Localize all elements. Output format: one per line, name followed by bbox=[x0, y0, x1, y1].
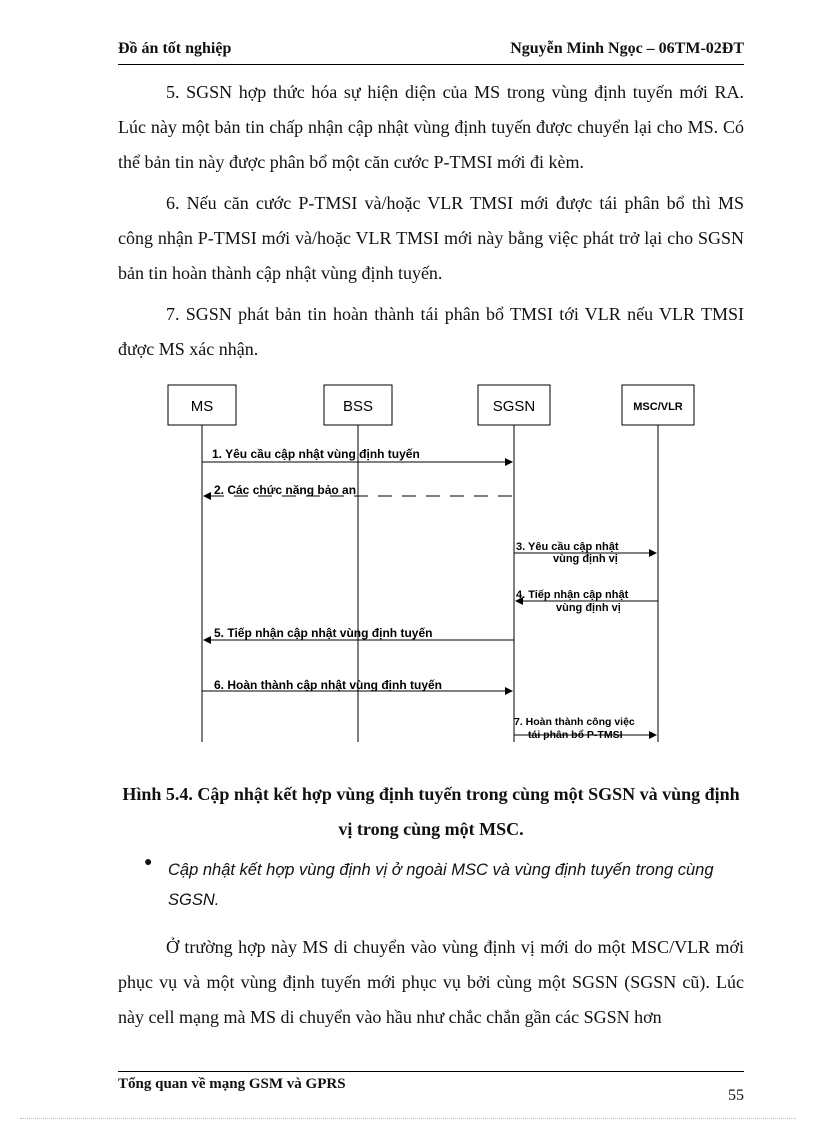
message-4-label-line1: 4. Tiếp nhận cập nhật bbox=[516, 589, 629, 601]
message-1-label: 1. Yêu cầu cập nhật vùng định tuyến bbox=[212, 447, 420, 461]
message-3-label-line2: vùng định vị bbox=[553, 553, 618, 565]
figure-caption: Hình 5.4. Cập nhật kết hợp vùng định tuyến trong cùng một SGSN và vùng định vị trong cùng một MSC. bbox=[122, 784, 740, 839]
paragraph-step-5: 5. SGSN hợp thức hóa sự hiện diện của MS trong vùng định tuyến mới RA. Lúc này một bản tin chấp nhận cập nhật vùng định tuyến được chuyển lại cho MS. Có thể bản tin này được phân bổ một căn cước P-TMSI mới đi kèm. bbox=[118, 82, 744, 172]
message-3-label-line1: 3. Yêu cầu cập nhật bbox=[516, 541, 619, 553]
footer-text: Tổng quan về mạng GSM và GPRS bbox=[118, 1076, 346, 1092]
bullet-dot-icon: ● bbox=[144, 855, 153, 870]
entity-sgsn bbox=[478, 385, 550, 425]
message-5-label: 5. Tiếp nhận cập nhật vùng định tuyến bbox=[214, 626, 433, 640]
footer-rule bbox=[118, 1071, 744, 1072]
entity-mscvlr-label: MSC/VLR bbox=[633, 401, 683, 413]
paragraph-step-7: 7. SGSN phát bản tin hoàn thành tái phân bổ TMSI tới VLR nếu VLR TMSI được MS xác nhận. bbox=[118, 304, 744, 359]
message-2-label: 2. Các chức năng bảo an bbox=[214, 483, 357, 497]
entity-bss-label: BSS bbox=[342, 398, 374, 415]
message-4-label-line2: vùng định vị bbox=[556, 602, 621, 614]
message-7-label-line1: 7. Hoàn thành công việc bbox=[514, 716, 635, 728]
paragraph-after: Ở trường hợp này MS di chuyển vào vùng định vị mới do một MSC/VLR mới phục vụ và một vùng định tuyến mới phục vụ bởi cùng một SGSN (SGSN cũ). Lúc này cell mạng mà MS di chuyển vào hầu như chắc chắn gần các SGSN hơn bbox=[118, 937, 744, 1027]
message-7-label-line2: tái phân bổ P-TMSI bbox=[528, 729, 623, 741]
bullet-item: Cập nhật kết hợp vùng định vị ở ngoài MSC và vùng định tuyến trong cùng SGSN. bbox=[168, 861, 714, 909]
paragraph-step-6: 6. Nếu căn cước P-TMSI và/hoặc VLR TMSI mới được tái phân bổ thì MS công nhận P-TMSI mới và/hoặc VLR TMSI mới này bằng việc phát trở lại cho SGSN bản tin hoàn thành cập nhật vùng định tuyến. bbox=[118, 193, 744, 283]
header-right: Nguyễn Minh Ngọc – 06TM-02ĐT bbox=[510, 40, 744, 57]
entity-ms bbox=[168, 385, 236, 425]
entity-bss bbox=[324, 385, 392, 425]
header-left: Đồ án tốt nghiệp bbox=[118, 40, 232, 57]
page-number: 55 bbox=[728, 1087, 744, 1104]
entity-mscvlr bbox=[622, 385, 694, 425]
message-6-label: 6. Hoàn thành cập nhật vùng định tuyến bbox=[214, 678, 443, 692]
entity-ms-label: MS bbox=[190, 398, 214, 415]
page-bottom-dotted-line bbox=[20, 1118, 796, 1119]
entity-sgsn-label: SGSN bbox=[492, 398, 536, 415]
